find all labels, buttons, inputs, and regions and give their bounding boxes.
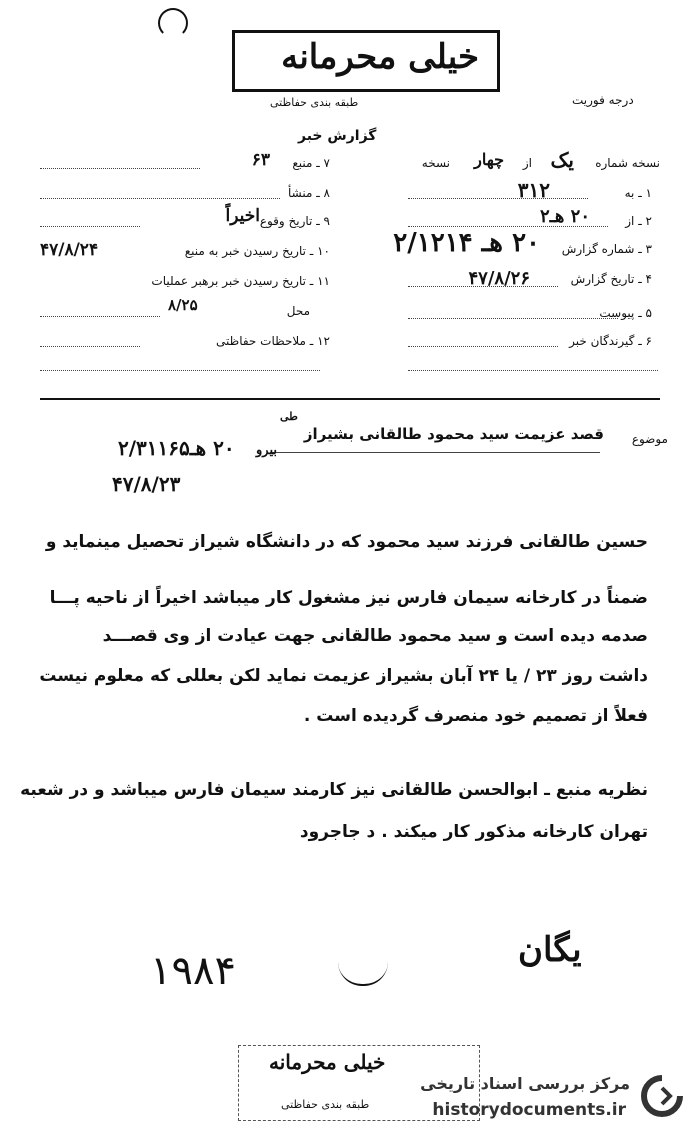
- subject-label: موضوع: [631, 432, 668, 446]
- subject-ref-number: ۲۰ هـ۲/۳۱۱۶۵: [118, 436, 235, 460]
- ops-received-date-label: ۱۱ ـ تاریخ رسیدن خبر برهبر عملیات: [151, 274, 330, 288]
- bottom-stamp-text: خیلی محرمانه: [269, 1050, 386, 1074]
- source-received-date-label: ۱۰ ـ تاریخ رسیدن خبر به منبع: [184, 244, 330, 258]
- source-received-date-value: ۴۷/۸/۲۴: [40, 240, 99, 260]
- handwritten-number: ۱۹۸۴: [150, 948, 236, 994]
- from-label: ۲ ـ از: [625, 214, 652, 228]
- attachment-dotline: [408, 318, 618, 319]
- to-value: ۳۱۲: [517, 178, 550, 202]
- body-line-4: داشت روز ۲۳ / یا ۲۴ آبان بشیراز عزیمت نماید لکن بعللی که معلوم نیست: [39, 666, 648, 686]
- occurrence-date-dotline: [40, 226, 140, 227]
- occurrence-date-label: ۹ ـ تاریخ وقوع: [259, 214, 330, 228]
- top-stamp: [232, 30, 500, 92]
- opinion-line-1: نظریه منبع ـ ابوالحسن طالقانی نیز کارمند سیمان فارس میباشد و در شعبه: [20, 780, 648, 800]
- report-number-value: ۲۰ هـ ۲/۱۲۱۴: [393, 228, 540, 258]
- opinion-line-2: تهران کارخانه مذکور کار میکند . د جاجرود: [299, 822, 648, 842]
- subject-annotation-small: بیرو: [256, 443, 277, 458]
- subject-ref-date: ۴۷/۸/۲۳: [112, 472, 181, 496]
- subject-annotation-top: طی: [280, 410, 298, 423]
- from-value: ۲۰ هـ۲: [539, 206, 590, 227]
- source-value: ۶۳: [251, 150, 270, 170]
- body-line-2: ضمناً در کارخانه سیمان فارس نیز مشغول کار میباشد اخیراً از ناحیه پـــا: [49, 588, 648, 608]
- report-title: گزارش خبر: [298, 128, 377, 144]
- subject-underline: [270, 452, 600, 453]
- body-line-3: صدمه دیده است و سید محمود طالقانی جهت عیادت از وی قصـــد: [102, 626, 648, 646]
- subject-text: قصد عزیمت سید محمود طالقانی بشیراز: [303, 425, 604, 443]
- source-label: ۷ ـ منبع: [292, 156, 330, 170]
- origin-label: ۸ ـ منشأ: [287, 186, 330, 200]
- copy-suffix-label: نسخه: [421, 156, 450, 170]
- handwritten-signature: یگان: [518, 930, 582, 970]
- urgency-label: درجه فوریت: [572, 93, 634, 107]
- copy-number-value: یک: [550, 148, 574, 172]
- report-date-value: ۴۷/۸/۲۶: [468, 268, 530, 289]
- source-dotline: [40, 168, 200, 169]
- body-line-1: حسین طالقانی فرزند سید محمود که در دانشگاه شیراز تحصیل مینماید و: [45, 532, 648, 552]
- signature-scribble: [338, 962, 388, 986]
- archive-website: historydocuments.ir: [432, 1100, 626, 1120]
- classification-stamp-text: خیلی محرمانه: [281, 37, 479, 77]
- recipients-dotline: [408, 346, 558, 347]
- to-label: ۱ ـ به: [624, 186, 652, 200]
- recipients-dotline-2: [408, 370, 658, 371]
- body-line-5: فعلاً از تصمیم خود منصرف گردیده است .: [303, 706, 648, 726]
- copy-total-value: چهار: [474, 150, 504, 169]
- occurrence-date-value: اخیراً: [225, 206, 260, 226]
- archive-org-name: مرکز بررسی اسناد تاریخی: [420, 1074, 630, 1093]
- to-dotline: [408, 198, 588, 199]
- copy-number-label: نسخه شماره: [595, 156, 660, 170]
- origin-dotline: [40, 198, 280, 199]
- location-dotline: [40, 316, 160, 317]
- form-divider: [40, 398, 660, 400]
- security-notes-label: ۱۲ ـ ملاحظات حفاظتی: [216, 334, 330, 348]
- bottom-stamp-subtext: طبقه بندی حفاظتی: [281, 1098, 370, 1111]
- location-value: ۸/۲۵: [168, 296, 198, 314]
- report-date-label: ۴ ـ تاریخ گزارش: [570, 272, 652, 286]
- report-number-label: ۳ ـ شماره گزارش: [561, 242, 652, 256]
- classification-subtext: طبقه بندی حفاظتی: [270, 96, 359, 109]
- location-label: محل: [286, 304, 310, 318]
- copy-of-label: از: [522, 156, 532, 170]
- archive-watermark: [420, 1068, 690, 1126]
- recipients-label: ۶ ـ گیرندگان خبر: [569, 334, 652, 348]
- archive-logo-icon: [640, 1074, 684, 1118]
- attachment-label: ۵ ـ پیوست: [599, 306, 652, 320]
- security-notes-dotline-2: [40, 370, 320, 371]
- security-notes-dotline: [40, 346, 140, 347]
- punch-hole-mark: [158, 8, 188, 38]
